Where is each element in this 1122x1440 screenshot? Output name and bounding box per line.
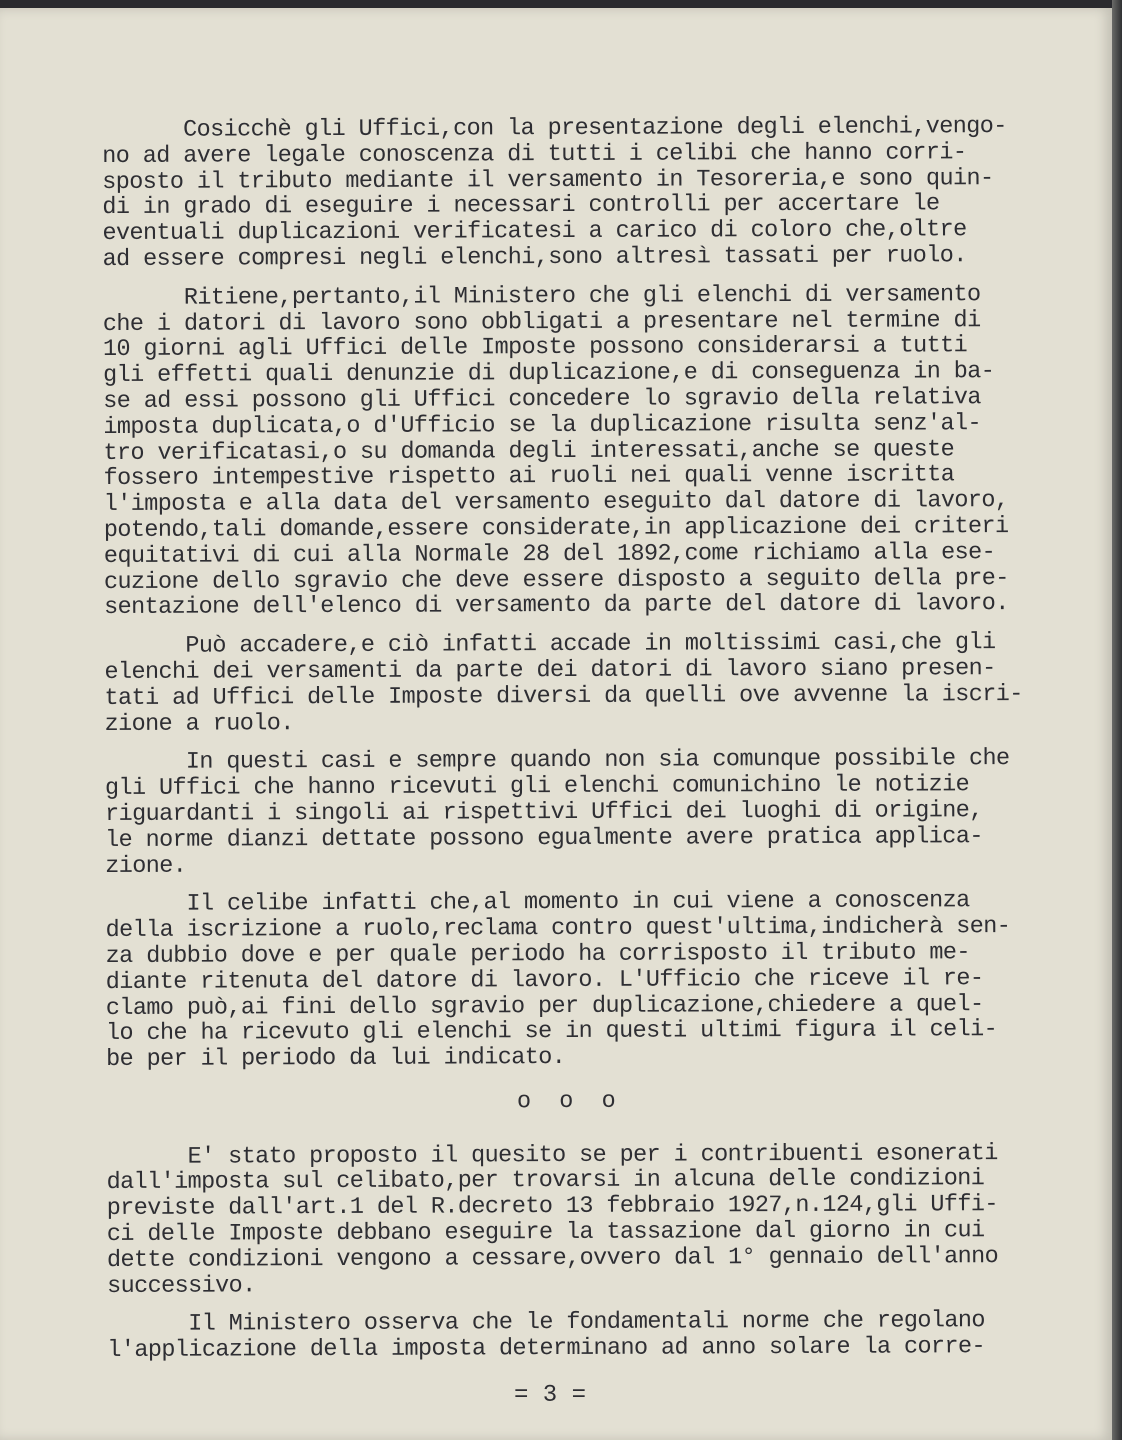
paragraph-uffici-diversi: Può accadere,e ciò infatti accade in moltissimi casi,che gli elenchi dei versamenti da parte dei datori di lavoro siano presen- tati ad Uffici delle Imposte diversi da quelli ove avvenne la iscri- zione a ruolo. <box>104 629 1023 738</box>
scan-right-edge <box>1112 0 1122 1440</box>
section-divider: o o o <box>516 1087 616 1116</box>
paragraph-quesito-esonerati: E' stato proposto il quesito se per i contribuenti esonerati dall'imposta sul celibato,per trovarsi in alcuna delle condizioni previste dall'art.1 del R.decreto 13 febbraio 1927,n.124,gli Uffi- ci delle Imposte debbano eseguire la tassazione dal giorno in cui dette condizioni vengono a cessare,ovvero dal 1° gennaio dell'anno successivo. <box>106 1139 999 1300</box>
scan-top-edge <box>0 0 1122 8</box>
paragraph-ministero-sgravio: Ritiene,pertanto,il Ministero che gli elenchi di versamento che i datori di lavoro sono obbligati a presentare nel termine di 10 giorni agli Uffici delle Imposte possono considerarsi a tutti gli effetti quali denunzie di duplicazione,e di conseguenza in ba- se ad essi possono gli Uffici concedere lo sgravio della relativa imposta duplicata,o d'Ufficio se la duplicazione risulta senz'al- tro verificatasi,o su domanda degli interessati,anche se queste fossero intempestive rispetto ai ruoli nei quali venne iscritta l'imposta e alla data del versamento eseguito dal datore di lavoro, potendo,tali domande,essere considerate,in applicazione dei criteri equitativi di cui alla Normale 28 del 1892,come richiamo alla ese- cuzione dello sgravio che deve essere disposto a seguito della pre- sentazione dell'elenco di versamento da parte del datore di lavoro. <box>102 280 1009 622</box>
document-page <box>0 8 1112 1440</box>
paragraph-uffici-elenchi: Cosicchè gli Uffici,con la presentazione degli elenchi,vengo- no ad avere legale conoscenza di tutti i celibi che hanno corri- sposto il tributo mediante il versamento in Tesoreria,e sono quin- di in grado di eseguire i necessari controlli per accertare le eventuali duplicazioni verificatesi a carico di coloro che,oltre ad essere compresi negli elenchi,sono altresì tassati per ruolo. <box>101 113 1007 273</box>
typed-text-body <box>102 114 1027 1377</box>
page-number: = 3 = <box>513 1382 586 1409</box>
paragraph-questi-casi: In questi casi e sempre quando non sia comunque possibile che gli Uffici che hanno ricevuti gli elenchi comunichino le notizie riguardanti i singoli ai rispettivi Uffici dei luoghi di origine, le norme dianzi dettate possono egualmente avere pratica applica- zione. <box>104 745 1010 880</box>
paragraph-celibe-reclamo: Il celibe infatti che,al momento in cui viene a conoscenza della iscrizione a ruolo,reclama contro quest'ultima,indicherà sen- za dubbio dove e per quale periodo ha corrisposto il tributo me- diante ritenuta del datore di lavoro. L'Ufficio che riceve il re- clamo può,ai fini dello sgravio per duplicazione,chiedere a quel- lo che ha ricevuto gli elenchi se in questi ultimi figura il celi- be per il periodo da lui indicato. <box>105 887 1011 1074</box>
paragraph-ministero-osserva: Il Ministero osserva che le fondamentali norme che regolano l'applicazione della imposta determinano ad anno solare la corre- <box>107 1307 986 1365</box>
